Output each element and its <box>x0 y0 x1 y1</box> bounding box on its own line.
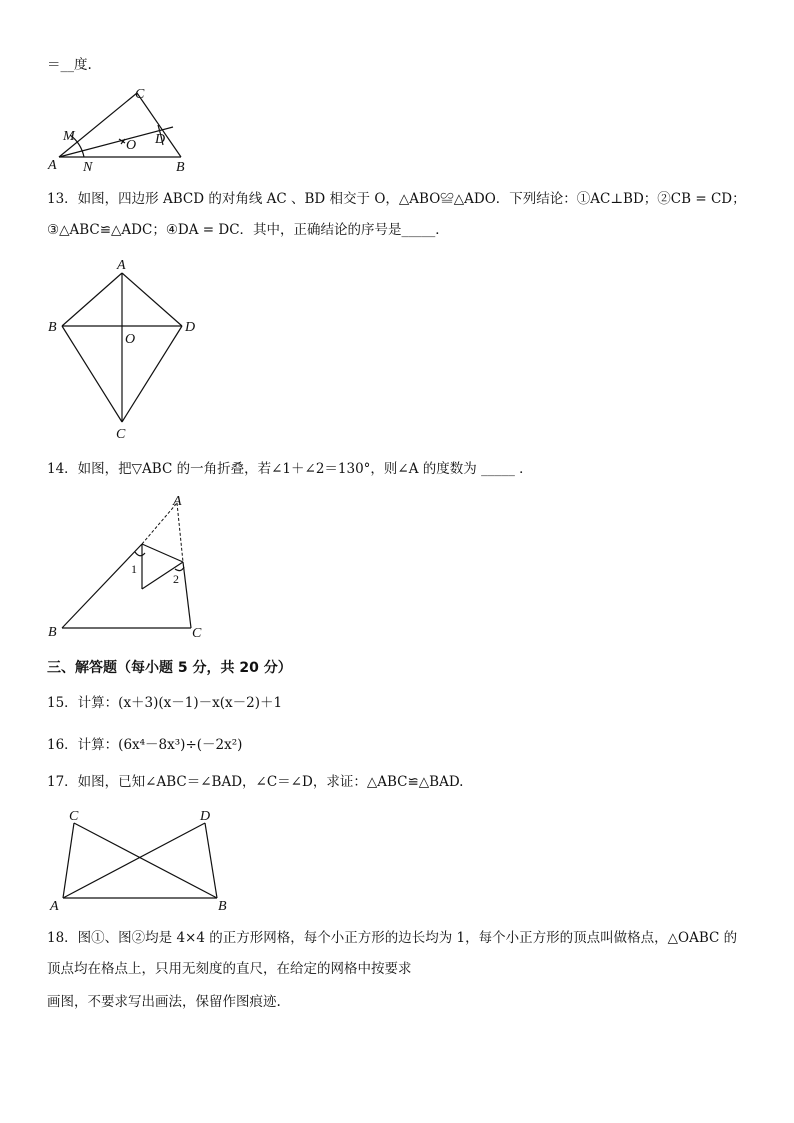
q13-label-D: D <box>185 320 196 335</box>
q12-label-B: B <box>176 160 185 175</box>
q17-figure <box>45 806 245 916</box>
q12-answer-line: ＝__度. <box>47 57 92 73</box>
q12-label-A: A <box>48 158 57 173</box>
q18-line-2: 顶点均在格点上，只用无刻度的直尺，在给定的网格中按要求 <box>47 961 412 977</box>
q13-line-1: 13．如图，四边形 ABCD 的对角线 AC 、BD 相交于 O，△ABO≌△ADO．下列结论：①AC⊥BD；②CB = CD； <box>47 191 746 207</box>
q12-label-M: M <box>63 129 75 144</box>
q12-label-N: N <box>83 160 93 175</box>
q18-line-3: 画图，不要求写出画法，保留作图痕迹. <box>47 994 281 1010</box>
q12-figure <box>45 85 205 175</box>
q12-label-O: O <box>126 138 137 153</box>
q16-line: 16．计算：(6x⁴－8x³)÷(－2x²) <box>47 737 243 753</box>
q13-label-C: C <box>116 427 126 442</box>
q17-label-B: B <box>218 899 227 914</box>
q14-angle-1: 1 <box>131 562 137 576</box>
q13-label-O: O <box>125 332 136 347</box>
q14-angle-2: 2 <box>173 572 179 586</box>
q14-label-A: A <box>173 494 182 509</box>
q13-line-2: ③△ABC≌△ADC；④DA = DC．其中，正确结论的序号是_____． <box>47 222 449 238</box>
q17-label-D: D <box>200 809 211 824</box>
q15-line: 15．计算：(x＋3)(x－1)－x(x－2)＋1 <box>47 695 283 711</box>
q12-label-C: C <box>135 87 145 102</box>
q13-label-B: B <box>48 320 57 335</box>
q14-label-B: B <box>48 625 57 640</box>
q18-line-1: 18．图①、图②均是 4×4 的正方形网格，每个小正方形的边长均为 1，每个小正方形的顶点叫做格点，△OABC 的 <box>47 930 738 946</box>
q17-line: 17．如图，已知∠ABC＝∠BAD，∠C＝∠D，求证：△ABC≌△BAD. <box>47 774 464 790</box>
q14-label-C: C <box>192 626 202 641</box>
q12-label-D: D <box>155 132 166 147</box>
q14-figure <box>45 493 225 643</box>
q14-line: 14．如图，把▽ABC 的一角折叠，若∠1＋∠2＝130°，则∠A 的度数为 _____ ． <box>47 461 533 477</box>
q13-figure <box>45 255 215 445</box>
q17-label-A: A <box>50 899 59 914</box>
q17-label-C: C <box>69 809 79 824</box>
q13-label-A: A <box>117 258 126 273</box>
section-3-title: 三、解答题（每小题 5 分，共 20 分） <box>47 660 292 676</box>
